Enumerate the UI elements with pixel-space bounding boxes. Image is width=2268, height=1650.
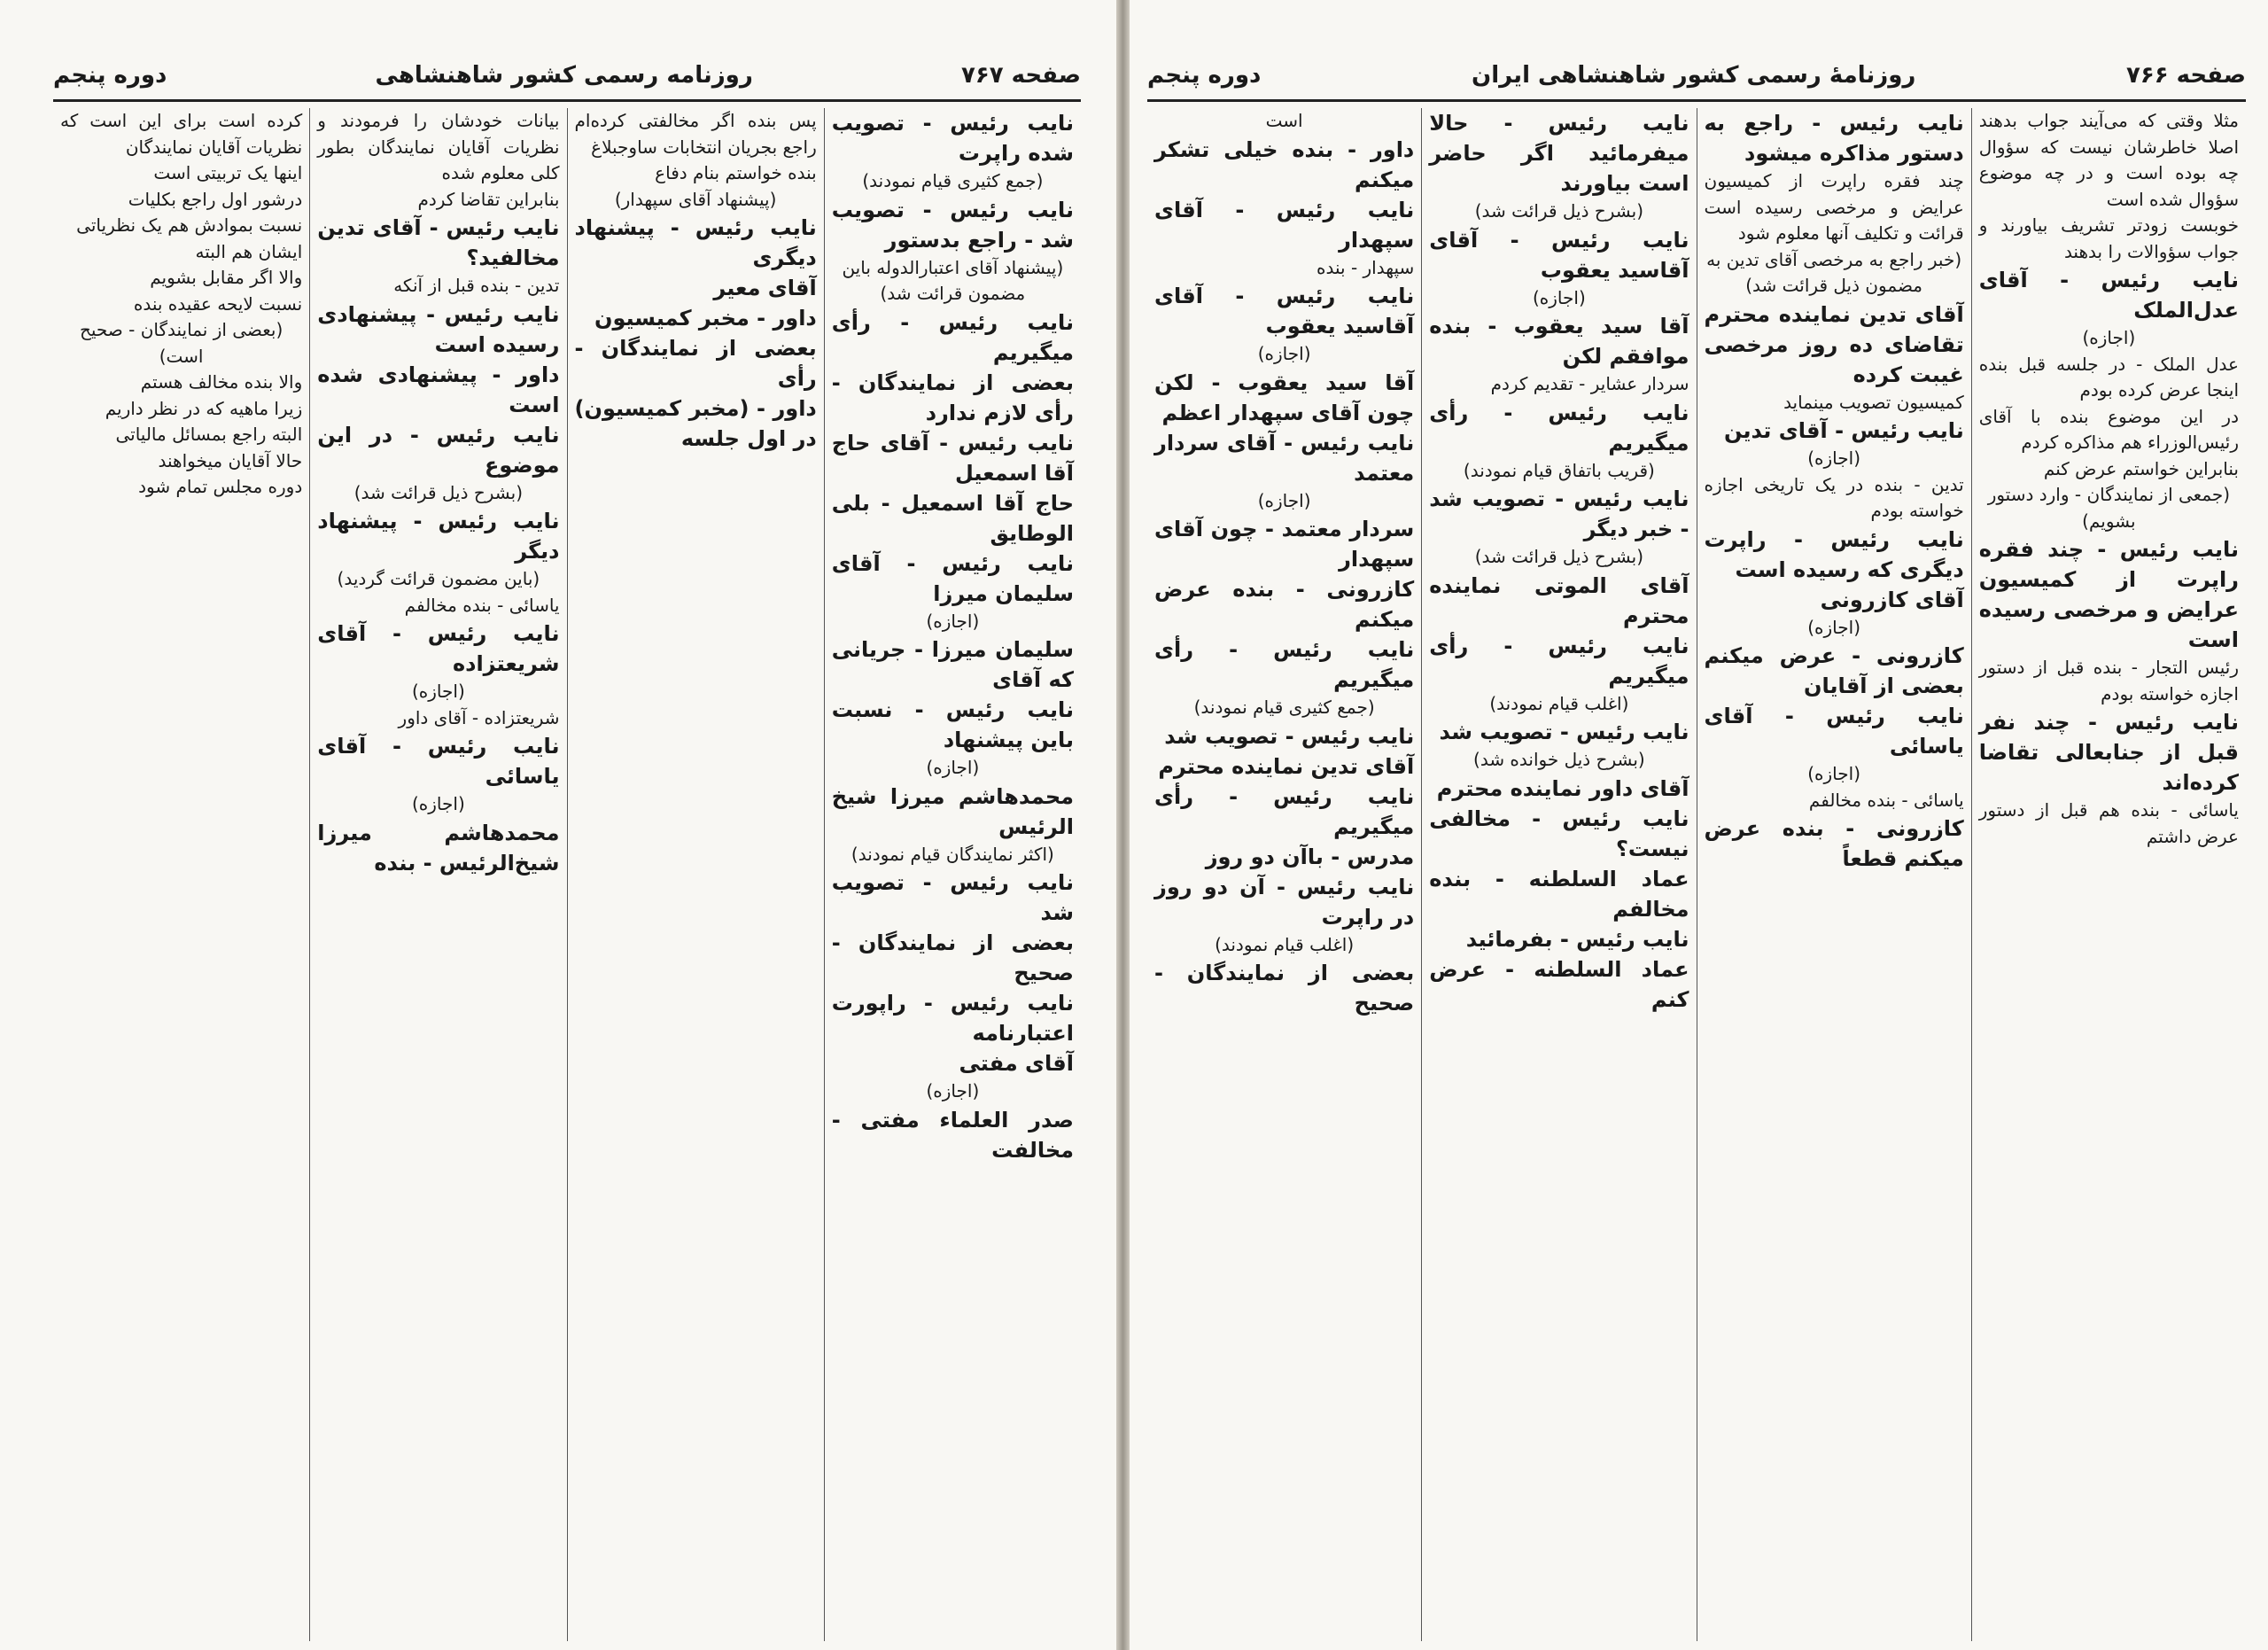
paragraph: نایب رئیس - آقای شریعتزاده (317, 621, 560, 676)
paragraph: نایب رئیس - رأی میگیریم (831, 309, 1074, 365)
paragraph: بنابراین خواستم عرض کنم (2043, 457, 2239, 479)
paragraph: داور - پیشنهادی شده است (317, 362, 560, 417)
paragraph: عماد السلطنه - عرض کنم (1429, 956, 1689, 1012)
paragraph: اینها یک تربیتی است (153, 162, 303, 183)
paragraph: بیانات خودشان را فرمودند و نظریات آقایان نمایندگان بطور کلی معلوم شده (317, 110, 560, 183)
paragraph: (باین مضمون قرائت گردید) (337, 568, 540, 589)
paragraph: (بعضی از نمایندگان - صحیح است) (79, 319, 284, 367)
text-column (1421, 108, 1696, 1641)
paragraph: یاسائی - بنده مخالفم (1808, 789, 1964, 811)
paragraph: (اجازه) (1257, 343, 1311, 364)
paragraph: (اجازه) (1257, 489, 1311, 511)
paragraph: (خبر راجع به مرخصی آقای تدین به مضمون ذیل قرائت شد) (1706, 248, 1962, 296)
paragraph: کمیسیون تصویب مینماید (1783, 391, 1964, 413)
paragraph: والا بنده مخالف هستم (140, 371, 303, 393)
paragraph: آقای داور نماینده محترم (1436, 775, 1689, 801)
paragraph: (اجازه) (1807, 616, 1860, 638)
newspaper-title: روزنامهٔ رسمی کشور شاهنشاهی ایران (1472, 62, 1916, 89)
paragraph: آقا سید یعقوب - بنده موافقم لکن (1429, 314, 1689, 369)
paragraph: نایب رئیس - بفرمائید (1465, 926, 1689, 952)
paragraph: سپهدار - بنده (1317, 256, 1415, 278)
paragraph: تدین - بنده در یک تاریخی اجازه خواسته بودم (1704, 473, 1964, 521)
paragraph: آقای تدین نماینده محترم (1158, 753, 1415, 779)
paragraph: آقای الموتی نماینده محترم (1429, 572, 1689, 628)
page-header (53, 53, 1081, 97)
paragraph: (اجازه) (411, 793, 465, 814)
paragraph: محمدهاشم میرزا شیخ الرئیس (831, 783, 1074, 839)
paragraph: یاسائی - بنده مخالفم (404, 594, 560, 616)
paragraph: سلیمان میرزا - جریانی که آقای (831, 637, 1074, 692)
paragraph: (پیشنهاد آقای سپهدار) (614, 188, 777, 210)
paragraph: (جمعی از نمایندگان - وارد دستور بشویم) (1987, 484, 2231, 532)
text-column (309, 108, 566, 1641)
paragraph: بعضی از نمایندگان - صحیح (831, 930, 1074, 985)
paragraph: بنده خواستم بنام دفاع (655, 162, 817, 183)
paragraph: دوره مجلس تمام شود (138, 476, 303, 497)
paragraph: محمدهاشم میرزا شیخ‌الرئیس - بنده (317, 820, 560, 876)
paragraph: نایب رئیس - راپرت دیگری که رسیده است (1704, 526, 1964, 582)
paragraph: نایب رئیس - تصویب شد (1439, 720, 1689, 744)
paragraph: نایب رئیس - آن دو روز در راپرت (1154, 874, 1415, 930)
header-rule (53, 99, 1081, 102)
text-columns (53, 108, 1081, 1641)
text-columns (1147, 108, 2246, 1641)
paragraph: نایب رئیس - پیشنهاد دیگری (574, 215, 817, 270)
paragraph: (اجازه) (411, 681, 465, 702)
paragraph: البته راجع بمسائل مالیاتی (115, 424, 303, 445)
paragraph: (اغلب قیام نمودند) (1215, 933, 1355, 955)
paragraph: نایب رئیس - آقای آقاسید یعقوب (1154, 284, 1415, 339)
text-column (1697, 108, 1971, 1641)
paragraph: است (1265, 110, 1303, 131)
paragraph: درشور اول راجع بکلیات (128, 188, 303, 210)
paragraph: صدر العلماء مفتی - مخالفت (831, 1107, 1074, 1163)
paragraph: (اجازه) (1807, 763, 1860, 784)
paragraph: داور - (مخبر کمیسیون) در اول جلسه (574, 396, 817, 451)
paragraph: آقای مفتی (959, 1051, 1074, 1076)
paragraph: نایب رئیس - چند فقره راپرت از کمیسیون عرایض و مرخصی رسیده است (1978, 537, 2239, 652)
paragraph: نایب رئیس - نسبت باین پیشنهاد (831, 697, 1074, 752)
paragraph: مثلا وقتی که می‌آیند جواب بدهند اصلا خاطرشان نیست که سؤوال چه بوده است و در چه موضوع سؤوال شده است (1978, 110, 2239, 210)
paragraph: حاج آقا اسمعیل - بلی الوطایق (831, 490, 1074, 546)
paragraph: مدرس - باآن دو روز (1205, 844, 1415, 869)
paragraph: نایب رئیس - تصویب شد - خبر دیگر (1429, 486, 1689, 541)
paragraph: یاسائی - بنده هم قبل از دستور عرض داشتم (1978, 799, 2239, 847)
text-column (567, 108, 824, 1641)
paragraph: کرده است برای این است که نظریات آقایان نمایندگان (60, 110, 303, 158)
paragraph: چند فقره راپرت از کمیسیون عرایض و مرخصی رسیده است قرائت و تکلیف آنها معلوم شود (1704, 170, 1964, 244)
paragraph: آقای تدین نماینده محترم تقاضای ده روز مرخصی غیبت کرده (1704, 301, 1964, 387)
paragraph: سردار معتمد - چون آقای سپهدار (1154, 517, 1415, 572)
paragraph: کازرونی - عرض میکنم بعضی از آقایان (1704, 643, 1964, 698)
page-number: صفحه ۷۶۶ (2125, 62, 2246, 89)
paragraph: (اجازه) (926, 1080, 980, 1101)
paragraph: آقا سید یعقوب - لکن چون آقای سپهدار اعظم (1154, 370, 1415, 425)
paragraph: (جمع کثیری قیام نمودند) (862, 170, 1044, 191)
paragraph: زیرا ماهیه که در نظر داریم (105, 397, 303, 419)
paragraph: عماد السلطنه - بنده مخالفم (1429, 866, 1689, 922)
paragraph: (بشرح ذیل قرائت شد) (353, 481, 523, 503)
paragraph: (اجازه) (1532, 286, 1586, 308)
paragraph: نایب رئیس - آقای یاسائی (1704, 704, 1964, 759)
paragraph: نسبت بموادش هم یک نظریاتی (76, 214, 303, 236)
right-page (1130, 0, 2268, 1650)
text-column (1971, 108, 2246, 1641)
page-header (1147, 53, 2246, 97)
paragraph: بعضی از نمایندگان - صحیح (1154, 961, 1415, 1016)
paragraph: نایب رئیس - پیشنهادی رسیده است (317, 301, 560, 357)
paragraph: بعضی از نمایندگان - رأی لازم ندارد (831, 370, 1074, 425)
paragraph: نایب رئیس - رأی میگیریم (1429, 400, 1689, 455)
newspaper-title: روزنامه رسمی کشور شاهنشاهی (375, 62, 753, 89)
paragraph: نسبت لایحه عقیده بنده (133, 292, 303, 315)
paragraph: شریعتزاده - آقای داور (398, 706, 560, 728)
paragraph: نایب رئیس - راپورت اعتبارنامه (831, 991, 1074, 1046)
text-column (1147, 108, 1421, 1641)
paragraph: (بشرح ذیل قرائت شد) (1474, 546, 1643, 567)
paragraph: نایب رئیس - آقای سلیمان میرزا (831, 550, 1074, 606)
paragraph: نایب رئیس - آقای حاج آقا اسمعیل (831, 430, 1074, 486)
paragraph: نایب رئیس - آقای یاسائی (317, 734, 560, 789)
paragraph: کازرونی - بنده عرض میکنم قطعاً (1704, 816, 1964, 871)
period-label: دوره پنجم (1147, 62, 1262, 89)
paragraph: نایب رئیس - رأی میگیریم (1154, 783, 1415, 839)
page-number: صفحه ۷۶۷ (960, 62, 1081, 89)
paragraph: رئیس التجار - بنده قبل از دستور اجازه خواسته بودم (1978, 657, 2239, 704)
text-column (824, 108, 1081, 1641)
paragraph: داور - مخبر کمیسیون (594, 306, 817, 331)
paragraph: (جمع کثیری قیام نمودند) (1193, 697, 1375, 718)
paragraph: نایب رئیس - تصویب شد (831, 870, 1074, 925)
paragraph: عدل الملک - در جلسه قبل بنده اینجا عرض کرده بودم (1978, 353, 2239, 401)
paragraph: (اجازه) (2082, 327, 2136, 348)
period-label: دوره پنجم (53, 62, 167, 89)
paragraph: نایب رئیس - آقای سپهدار (1154, 197, 1415, 253)
paragraph: نایب رئیس - آقای عدل‌الملک (1978, 268, 2239, 323)
paragraph: نایب رئیس - رأی میگیریم (1154, 637, 1415, 692)
paragraph: نایب رئیس - تصویب شده راپرت (831, 111, 1074, 166)
paragraph: نایب رئیس - رأی میگیریم (1429, 633, 1689, 689)
paragraph: نایب رئیس - تصویب شد (1164, 723, 1415, 749)
paragraph: آقای کازرونی (1820, 587, 1964, 612)
paragraph: نایب رئیس - در این موضوع (317, 422, 560, 478)
paragraph: ایشان هم البته (195, 240, 303, 262)
paragraph: نایب رئیس - آقای تدین (1723, 418, 1964, 443)
paragraph: پس بنده اگر مخالفتی کرده‌ام راجع بجریان انتخابات ساوجبلاغ (574, 110, 817, 158)
paragraph: آقای معیر (713, 276, 817, 300)
paragraph: خوبست زودتر تشریف بیاورند و جواب سؤوالات را بدهند (1978, 214, 2239, 262)
page-gutter (1116, 0, 1130, 1650)
paragraph: (قریب باتفاق قیام نمودند) (1463, 459, 1655, 481)
paragraph: نایب رئیس - آقای سردار معتمد (1154, 430, 1415, 486)
paragraph: نایب رئیس - تصویب شد - راجع بدستور (831, 197, 1074, 253)
paragraph: نایب رئیس - چند نفر قبل از جنابعالی تقاضا کرده‌اند (1978, 710, 2239, 795)
paragraph: نایب رئیس - مخالفی نیست؟ (1429, 806, 1689, 861)
paragraph: در این موضوع بنده با آقای رئیس‌الوزراء هم مذاکره کردم (1978, 405, 2239, 453)
paragraph: (اغلب قیام نمودند) (1489, 692, 1629, 714)
left-page (0, 0, 1116, 1650)
paragraph: نایب رئیس - پیشنهاد دیگر (317, 509, 560, 564)
paragraph: حالا آقایان میخواهند (158, 449, 303, 471)
paragraph: (اجازه) (926, 610, 980, 632)
paragraph: والا اگر مقابل بشویم (150, 267, 303, 288)
paragraph: (اجازه) (926, 757, 980, 778)
paragraph: نایب رئیس - آقای آقاسید یعقوب (1429, 227, 1689, 283)
paragraph: کازرونی - بنده عرض میکنم (1154, 577, 1415, 632)
paragraph: (اکثر نمایندگان قیام نمودند) (850, 843, 1054, 865)
paragraph: (پیشنهاد آقای اعتبارالدوله باین مضمون قرائت شد) (842, 256, 1064, 304)
paragraph: داور - بنده خیلی تشکر میکنم (1154, 136, 1415, 192)
paragraph: سردار عشایر - تقدیم کردم (1490, 373, 1689, 394)
paragraph: نایب رئیس - حالا میفرمائید اگر حاضر است بیاورند (1429, 111, 1689, 196)
paragraph: تدین - بنده قبل از آنکه (393, 275, 560, 296)
text-column (53, 108, 309, 1641)
paragraph: نایب رئیس - راجع به دستور مذاکره میشود (1704, 111, 1964, 166)
header-rule (1147, 99, 2246, 102)
paragraph: (بشرح ذیل قرائت شد) (1474, 200, 1643, 222)
paragraph: (بشرح ذیل خوانده شد) (1473, 749, 1645, 770)
paragraph: (اجازه) (1807, 448, 1860, 469)
paragraph: بعضی از نمایندگان - رأی (574, 336, 817, 391)
paragraph: نایب رئیس - آقای تدین مخالفید؟ (317, 215, 560, 270)
paragraph: بنابراین تقاضا کردم (417, 188, 560, 210)
